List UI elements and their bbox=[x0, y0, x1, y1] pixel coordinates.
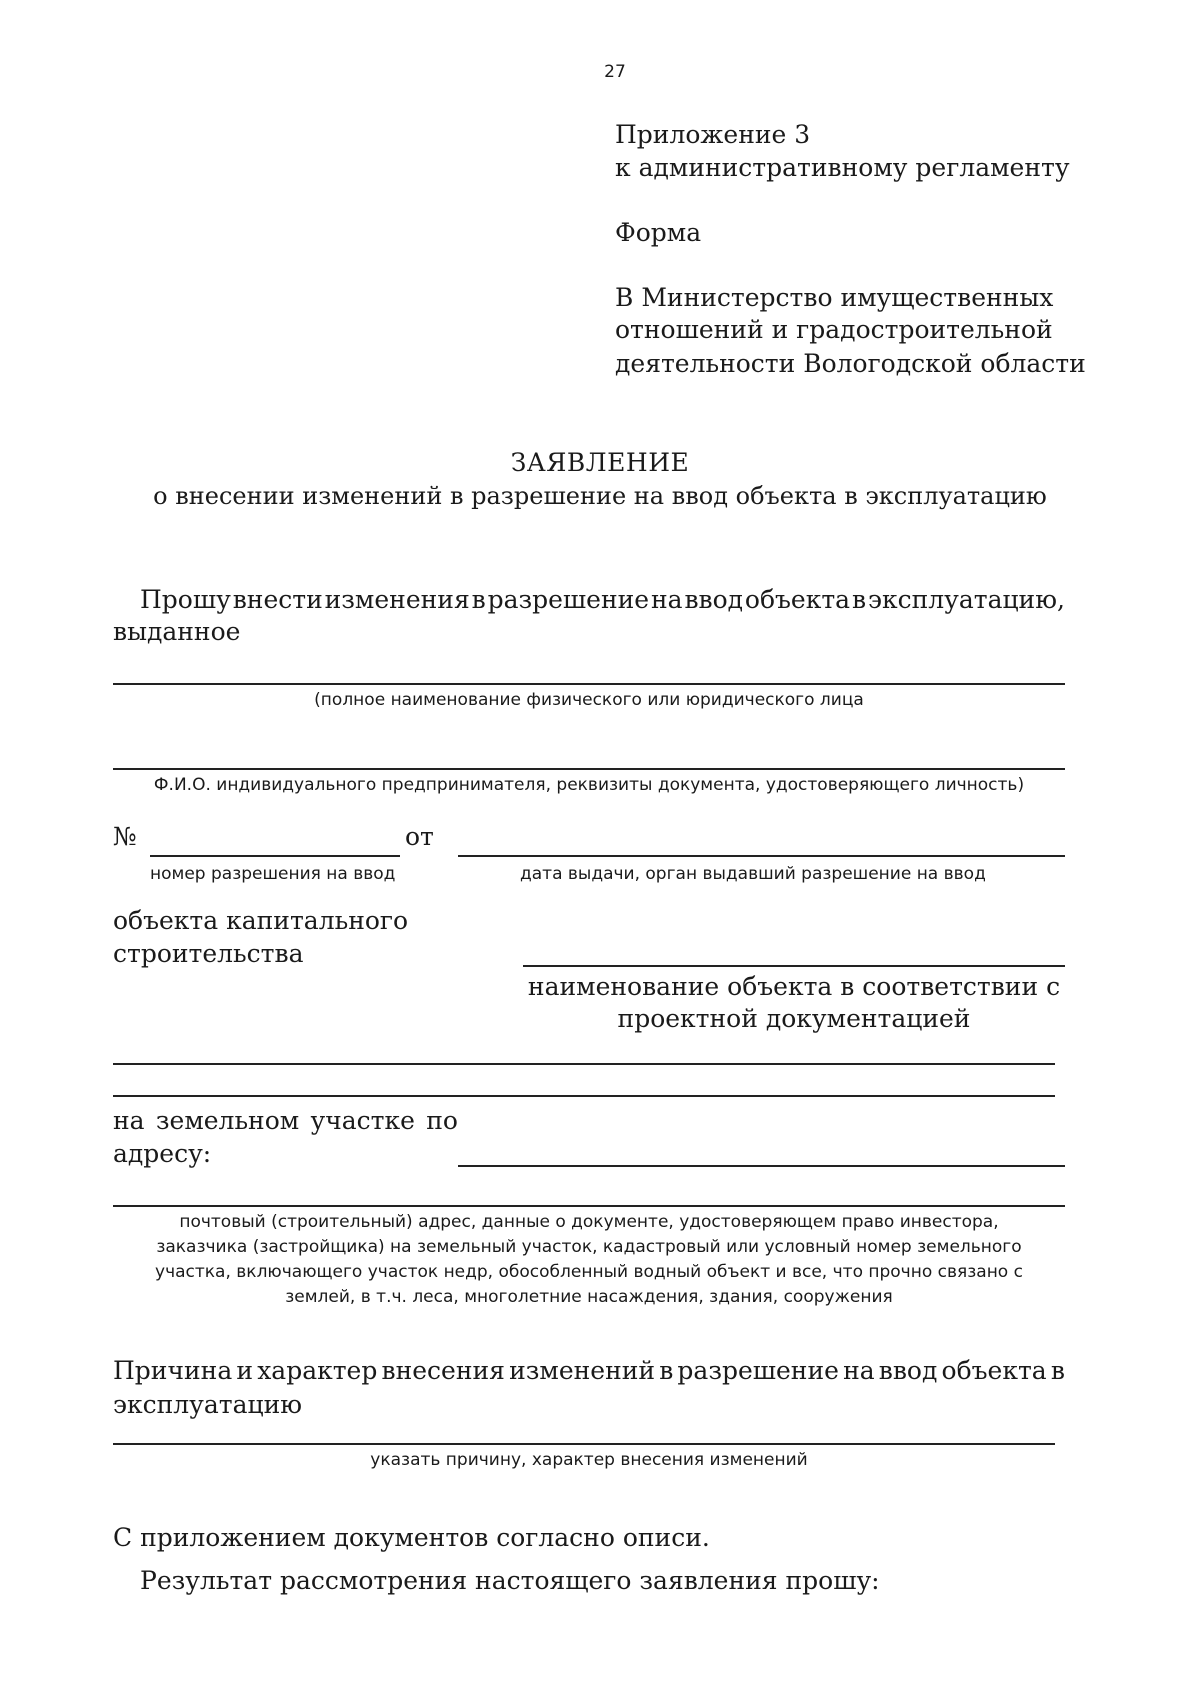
request-word: эксплуатацию, bbox=[867, 585, 1065, 614]
object-extra-line-1[interactable] bbox=[113, 1063, 1055, 1065]
request-word: изменения bbox=[324, 585, 470, 614]
fio-field-line[interactable] bbox=[113, 768, 1065, 770]
land-word: земельном bbox=[155, 1106, 300, 1135]
land-label-line-2: адресу: bbox=[113, 1139, 212, 1168]
issue-details-field-line[interactable] bbox=[458, 855, 1065, 857]
reason-word: Причина bbox=[113, 1356, 233, 1385]
issue-details-hint: дата выдачи, орган выдавший разрешение на ввод bbox=[520, 864, 986, 884]
reason-word: в bbox=[1050, 1356, 1065, 1385]
reason-line-2: эксплуатацию bbox=[113, 1390, 303, 1419]
reason-word: разрешение bbox=[677, 1356, 839, 1385]
full-name-hint: (полное наименование физического или юридического лица bbox=[314, 690, 864, 710]
reason-word: в bbox=[659, 1356, 674, 1385]
address-hint-3: участка, включающего участок недр, обособленный водный объект и все, что прочно связано с bbox=[155, 1262, 1023, 1282]
request-word: на bbox=[650, 585, 683, 614]
result-text: Результат рассмотрения настоящего заявления прошу: bbox=[140, 1566, 880, 1595]
reason-word: ввод bbox=[878, 1356, 938, 1385]
appendix-label: Приложение 3 bbox=[615, 120, 811, 149]
address-field-line-1[interactable] bbox=[458, 1165, 1065, 1167]
address-field-line-2[interactable] bbox=[113, 1205, 1065, 1207]
reason-word: объекта bbox=[941, 1356, 1047, 1385]
page-number-text: 27 bbox=[604, 62, 626, 82]
from-word: от bbox=[405, 822, 434, 851]
number-sign: № bbox=[113, 822, 137, 851]
land-word: на bbox=[113, 1106, 145, 1135]
reason-word: на bbox=[843, 1356, 875, 1385]
request-word: разрешение bbox=[487, 585, 650, 614]
request-word: внести bbox=[232, 585, 323, 614]
page-number bbox=[0, 62, 1200, 82]
appendix-to-label: к административному регламенту bbox=[615, 153, 1070, 182]
document-title: ЗАЯВЛЕНИЕ bbox=[510, 448, 690, 477]
reason-word: характер bbox=[257, 1356, 378, 1385]
reason-word: внесения bbox=[381, 1356, 505, 1385]
request-word: ввод bbox=[684, 585, 744, 614]
reason-word: и bbox=[236, 1356, 254, 1385]
permit-number-hint: номер разрешения на ввод bbox=[150, 864, 396, 884]
land-word: участке bbox=[310, 1106, 415, 1135]
address-hint-1: почтовый (строительный) адрес, данные о документе, удостоверяющем право инвестора, bbox=[179, 1212, 999, 1232]
reason-field-line[interactable] bbox=[113, 1443, 1055, 1445]
recipient-line-2: отношений и градостроительной bbox=[615, 315, 1053, 344]
form-label: Форма bbox=[615, 218, 702, 247]
fio-hint: Ф.И.О. индивидуального предпринимателя, реквизиты документа, удостоверяющего личность) bbox=[153, 775, 1025, 795]
object-name-hint-line-1: наименование объекта в соответствии с bbox=[527, 972, 1061, 1001]
request-word: в bbox=[851, 585, 867, 614]
object-label-line-2: строительства bbox=[113, 939, 304, 968]
address-hint-2: заказчика (застройщика) на земельный участок, кадастровый или условный номер земельного bbox=[156, 1237, 1022, 1257]
attachments-text: С приложением документов согласно описи. bbox=[113, 1523, 710, 1552]
object-label-line-1: объекта капитального bbox=[113, 906, 409, 935]
address-hint-4: землей, в т.ч. леса, многолетние насаждения, здания, сооружения bbox=[285, 1287, 893, 1307]
full-name-field-line[interactable] bbox=[113, 683, 1065, 685]
reason-hint: указать причину, характер внесения изменений bbox=[370, 1450, 808, 1470]
recipient-line-3: деятельности Вологодской области bbox=[615, 349, 1086, 378]
object-name-hint-line-2: проектной документацией bbox=[617, 1004, 971, 1033]
request-word: объекта bbox=[744, 585, 851, 614]
land-word: по bbox=[426, 1106, 458, 1135]
reason-word: изменений bbox=[509, 1356, 656, 1385]
object-extra-line-2[interactable] bbox=[113, 1095, 1055, 1097]
land-label-line-1 bbox=[113, 1106, 458, 1135]
permit-number-field-line[interactable] bbox=[150, 855, 400, 857]
reason-line-1 bbox=[113, 1356, 1065, 1385]
request-line-1 bbox=[140, 585, 1065, 614]
request-word: Прошу bbox=[140, 585, 231, 614]
object-name-field-line[interactable] bbox=[523, 965, 1065, 967]
document-subtitle: о внесении изменений в разрешение на ввод объекта в эксплуатацию bbox=[153, 482, 1047, 510]
recipient-line-1: В Министерство имущественных bbox=[615, 283, 1054, 312]
request-word: в bbox=[471, 585, 486, 614]
request-line-2: выданное bbox=[113, 617, 241, 646]
